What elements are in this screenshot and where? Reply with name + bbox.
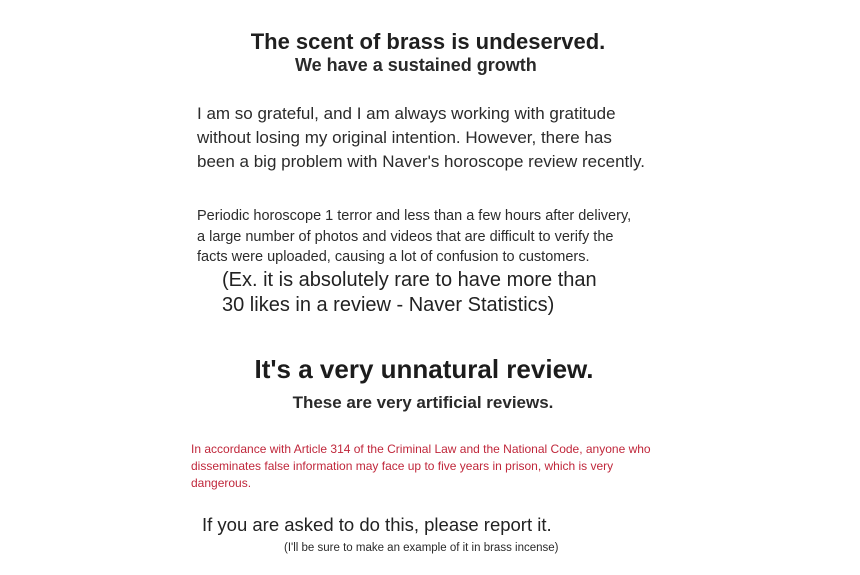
- footnote: (I'll be sure to make an example of it in brass incense): [284, 542, 559, 554]
- warning-line: dangerous.: [191, 476, 252, 490]
- paragraph-line: been a big problem with Naver's horoscope review recently.: [197, 152, 645, 171]
- document-subtitle: We have a sustained growth: [295, 55, 537, 75]
- problem-paragraph: [197, 206, 631, 268]
- paragraph-line: without losing my original intention. However, there has: [197, 128, 612, 147]
- example-line: (Ex. it is absolutely rare to have more than: [222, 269, 597, 291]
- paragraph-line: facts were uploaded, causing a lot of confusion to customers.: [197, 249, 590, 265]
- gratitude-paragraph: [197, 102, 645, 174]
- artificial-review-subheadline: These are very artificial reviews.: [292, 393, 554, 412]
- example-line: 30 likes in a review - Naver Statistics): [222, 294, 555, 316]
- paragraph-line: I am so grateful, and I am always working with gratitude: [197, 104, 616, 123]
- report-request: If you are asked to do this, please report it.: [202, 514, 552, 535]
- unnatural-review-headline: It's a very unnatural review.: [254, 354, 594, 384]
- paragraph-line: Periodic horoscope 1 terror and less than a few hours after delivery,: [197, 208, 632, 224]
- warning-line: In accordance with Article 314 of the Criminal Law and the National Code, anyone who: [191, 442, 651, 456]
- warning-line: disseminates false information may face up to five years in prison, which is very: [191, 459, 614, 473]
- paragraph-line: a large number of photos and videos that are difficult to verify the: [197, 228, 614, 245]
- legal-warning: [191, 441, 651, 492]
- document-title: The scent of brass is undeserved.: [250, 29, 606, 54]
- example-note: [222, 268, 597, 318]
